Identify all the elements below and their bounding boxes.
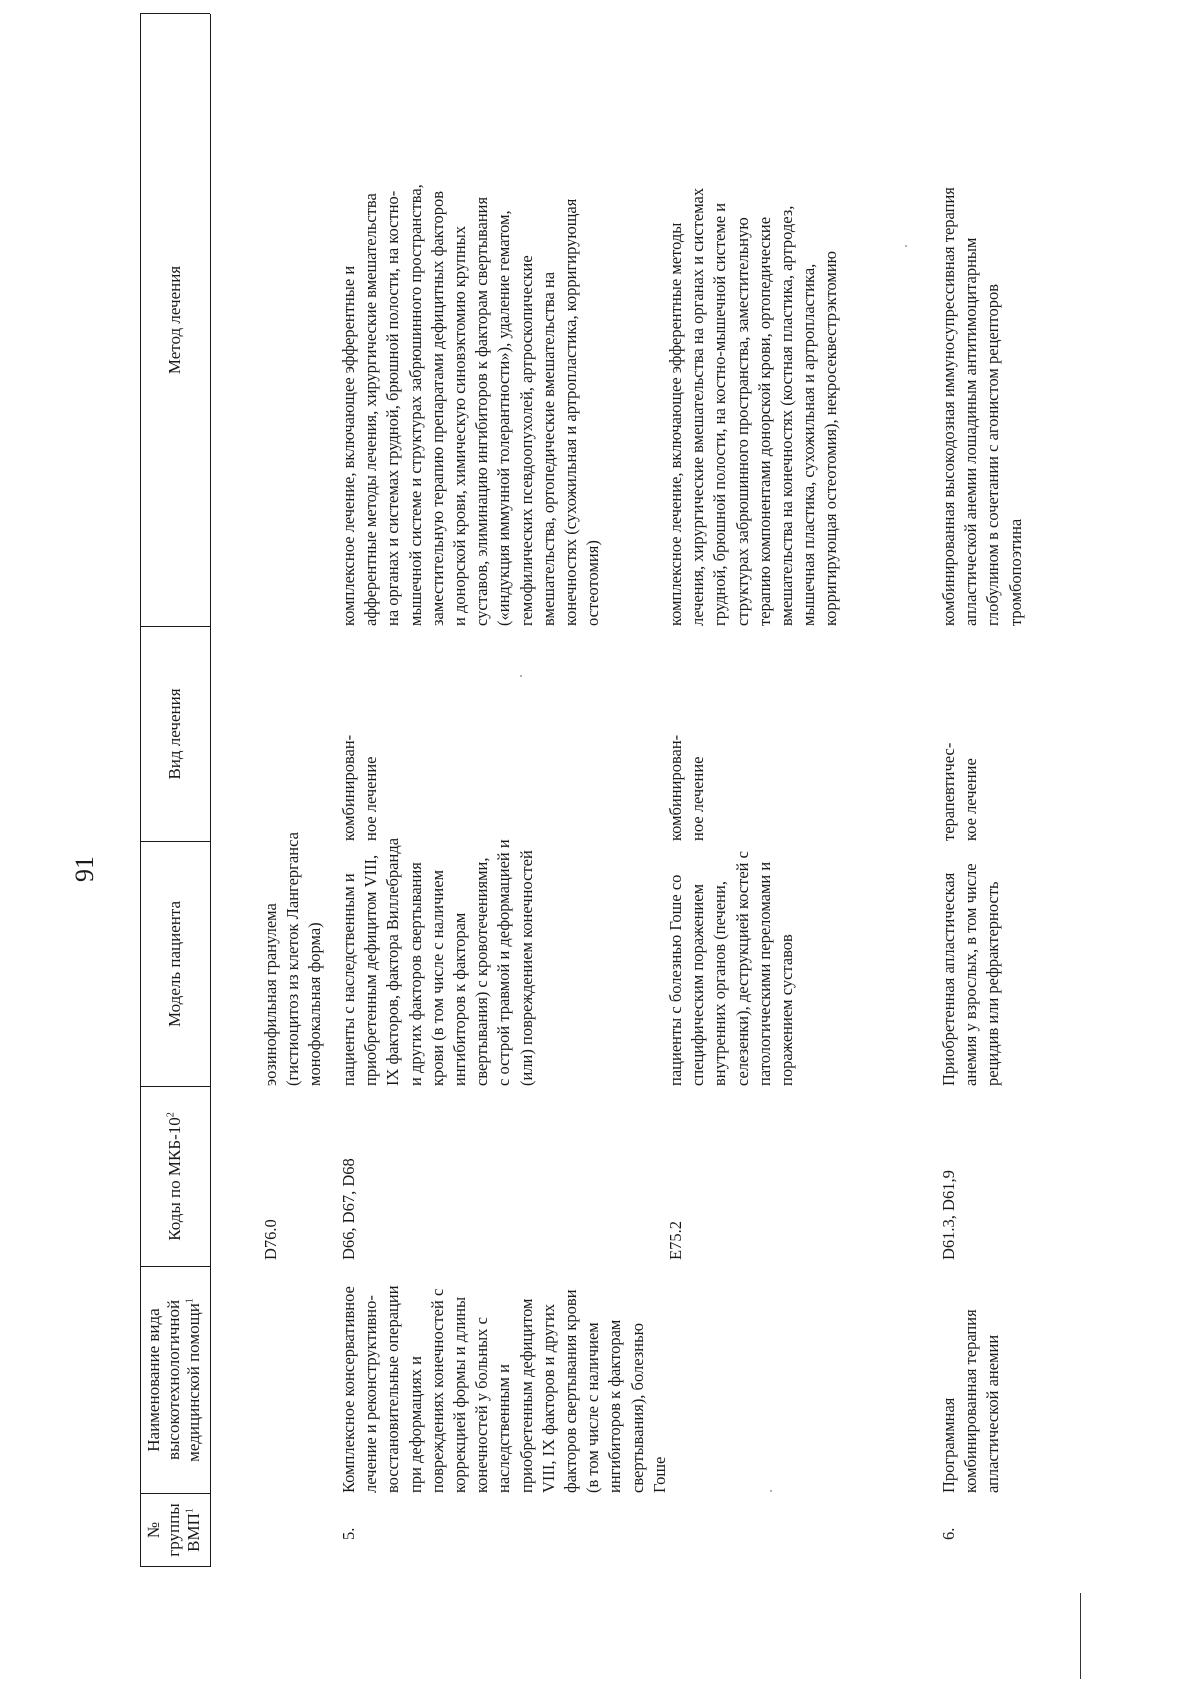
row-e75-kind: комбинирован- ное лечение <box>666 734 708 841</box>
row5-name: Комплексное консервативное лечение и реконструктивно- восстановительные операции при деформациях и повреждениях конечностей с коррекцией формы и длины конечностей у больных с наследственным и приобретенным дефицитом VIII, IX факторов и других факторов свертывания крови (в том числе с наличием ингибиторов к факторам свертывания), болезнью Гоше <box>339 1285 669 1493</box>
header-name: Наименование вида высокотехнологичной медицинской помощи <box>144 1299 203 1462</box>
header-codes-sup: 2 <box>165 1112 177 1118</box>
row6-num: 6. <box>939 1527 958 1540</box>
header-model: Модель пациента <box>165 900 184 1028</box>
scan-speck <box>905 245 907 247</box>
scan-margin-mark <box>1080 1593 1081 1679</box>
row6-model: Приобретенная апластическая анемия у взрослых, в том числе рецидив или рефрактерность <box>939 863 1003 1086</box>
header-method: Метод лечения <box>165 265 184 375</box>
row6-codes: D61.3, D61,9 <box>939 1170 958 1260</box>
row-e75-model: пациенты с болезнью Гоше со специфическим поражением внутренних органов (печени, селезенки), деструкцией костей с патологическими переломами и поражением суставов <box>666 851 797 1086</box>
row-d76-model: эозинофильная гранулема (гистиоцитоз из клеток Лангерганса монофокальная форма) <box>261 832 325 1086</box>
header-codes-cell <box>165 1087 185 1266</box>
header-codes: Коды по МКБ-10 <box>165 1117 184 1241</box>
page-number: 91 <box>70 856 99 882</box>
row-e75-codes: E75.2 <box>666 1221 685 1260</box>
row5-codes: D66, D67, D68 <box>339 1158 358 1260</box>
header-name-cell <box>144 1267 204 1493</box>
header-bottom-border <box>210 14 211 1567</box>
header-group-sup: 1 <box>184 1508 196 1514</box>
row5-model: пациенты с наследственным и приобретенным дефицитом VIII, IX факторов, фактора Виллебранда и других факторов свертывания крови (в том числе с наличием ингибиторов к факторам свертывания) с кровотечениями, с острой травмой и деформацией и (или) повреждением конечностей <box>339 837 536 1086</box>
row6-kind: терапевтичес- кое лечение <box>939 742 981 841</box>
scan-speck <box>770 1490 772 1492</box>
row-d76-codes: D76.0 <box>261 1219 280 1260</box>
row-e75-method: комплексное лечение, включающее эфферентные методы лечения, хирургические вмешательства на органах и системах грудной, брюшной полости, на костно-мышечной системе и структурах забрюшинного пространства, заместительную терапию компонентами донорской крови, ортопедические вмешательства на конечностях (костная пластика, артродез, мышечная пластика, сухожильная и артропластика, корригирующая остеотомия), некросеквестрэктомию <box>666 187 841 626</box>
table-top-border <box>140 14 141 1567</box>
row5-method: комплексное лечение, включающее эфферентные и афферентные методы лечения, хирургические вмешательства на органах и системах грудной, брюшной полости, на костно- мышечной системе и структурах забрюшинного пространства, заместительную терапию препаратами дефицитных факторов и донорской крови, химическую синовэктомию крупных суставов, элиминацию ингибиторов к факторам свертывания («индукция иммунной толерантности»), удаление гематом, гемофилических псевдоопухолей, артроскопические вмешательства, ортопедические вмешательства на конечностях (сухожильная и артропластика, корригирующая остеотомия) <box>339 184 603 626</box>
header-name-sup: 1 <box>184 1298 196 1304</box>
row5-kind: комбинирован- ное лечение <box>339 734 381 841</box>
row6-method: комбинированная высокодозная иммуносупрессивная терапия апластической анемии лошадиным антитимоцитарным глобулином в сочетании с агонистом рецепторов тромбопоэтина <box>939 187 1025 626</box>
header-kind: Вид лечения <box>165 688 184 780</box>
table-left-border <box>140 1566 210 1567</box>
row5-num: 5. <box>339 1527 358 1540</box>
row6-name: Программная комбинированная терапия апластической анемии <box>939 1309 1003 1493</box>
scan-speck <box>520 675 522 677</box>
header-group: № группы ВМП <box>144 1503 203 1557</box>
header-group-cell <box>144 1494 204 1566</box>
